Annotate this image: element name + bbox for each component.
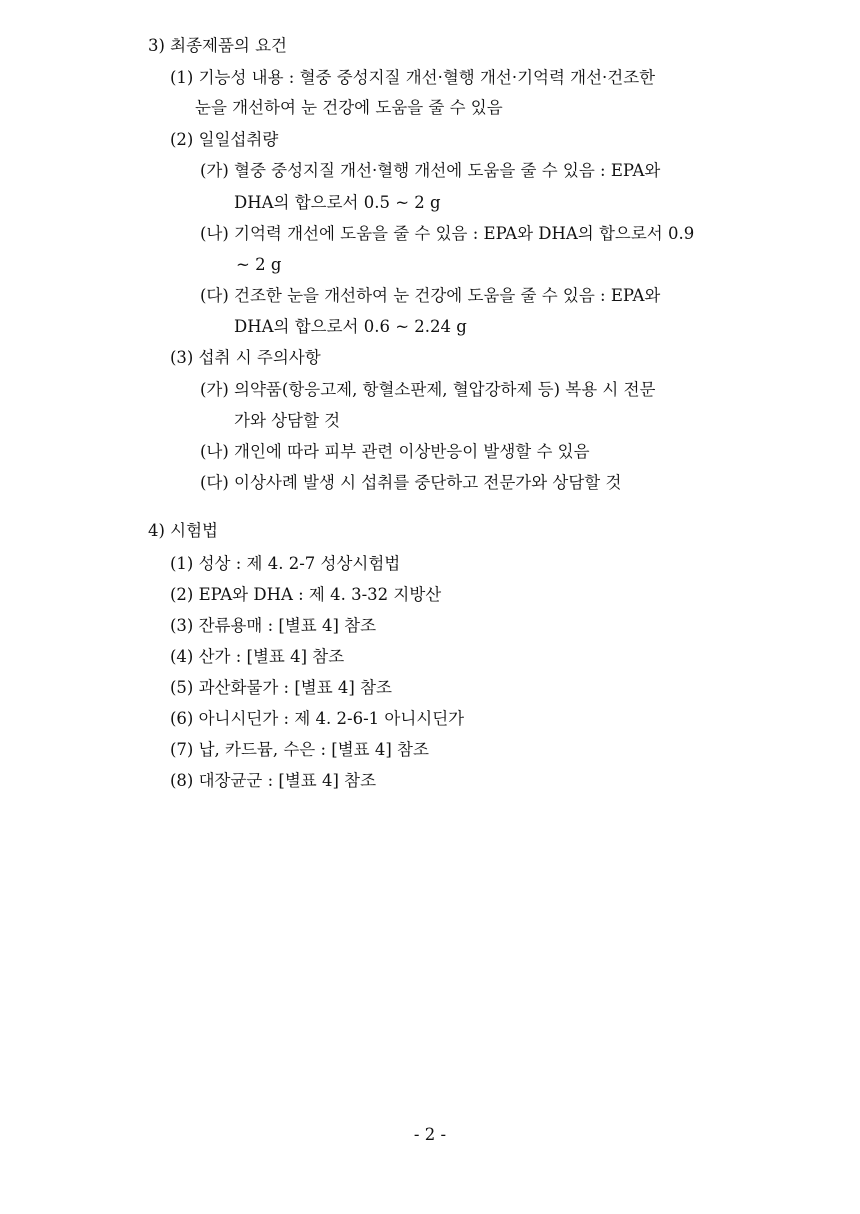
test-method-item: (3) 잔류용매 : [별표 4] 참조 [170, 616, 377, 635]
test-method-item: (5) 과산화물가 : [별표 4] 참조 [170, 678, 392, 697]
precautions-ga-line-1: (가) 의약품(항응고제, 항혈소판제, 혈압강하제 등) 복용 시 전문 [200, 380, 656, 399]
test-method-item: (6) 아니시딘가 : 제 4. 2-6-1 아니시딘가 [170, 709, 465, 728]
daily-intake-da-line-2: DHA의 합으로서 0.6 ~ 2.24 g [234, 317, 467, 336]
test-method-item: (2) EPA와 DHA : 제 4. 3-32 지방산 [170, 585, 442, 604]
precautions-da: (다) 이상사례 발생 시 섭취를 중단하고 전문가와 상담할 것 [200, 473, 622, 492]
test-method-item: (1) 성상 : 제 4. 2-7 성상시험법 [170, 554, 401, 573]
daily-intake-na-line-2: ~ 2 g [236, 255, 282, 274]
daily-intake-da-line-1: (다) 건조한 눈을 개선하여 눈 건강에 도움을 줄 수 있음 : EPA와 [200, 286, 661, 305]
section-3-heading: 3) 최종제품의 요건 [148, 36, 287, 55]
daily-intake-na-line-1: (나) 기억력 개선에 도움을 줄 수 있음 : EPA와 DHA의 합으로서 0.9 [200, 224, 695, 243]
daily-intake-heading: (2) 일일섭취량 [170, 130, 279, 149]
precautions-na: (나) 개인에 따라 피부 관련 이상반응이 발생할 수 있음 [200, 442, 590, 461]
precautions-ga-line-2: 가와 상담할 것 [234, 411, 341, 430]
test-method-item: (8) 대장균군 : [별표 4] 참조 [170, 771, 377, 790]
daily-intake-ga-line-2: DHA의 합으로서 0.5 ~ 2 g [234, 193, 441, 212]
section-4-heading: 4) 시험법 [148, 521, 218, 540]
precautions-heading: (3) 섭취 시 주의사항 [170, 348, 321, 367]
page-number: - 2 - [413, 1125, 447, 1144]
functional-content-line-2: 눈을 개선하여 눈 건강에 도움을 줄 수 있음 [195, 98, 503, 117]
daily-intake-ga-line-1: (가) 혈중 중성지질 개선·혈행 개선에 도움을 줄 수 있음 : EPA와 [200, 161, 661, 180]
test-method-item: (7) 납, 카드뮴, 수은 : [별표 4] 참조 [170, 740, 429, 759]
functional-content-line-1: (1) 기능성 내용 : 혈중 중성지질 개선·혈행 개선·기억력 개선·건조한 [170, 68, 656, 87]
test-method-item: (4) 산가 : [별표 4] 참조 [170, 647, 345, 666]
